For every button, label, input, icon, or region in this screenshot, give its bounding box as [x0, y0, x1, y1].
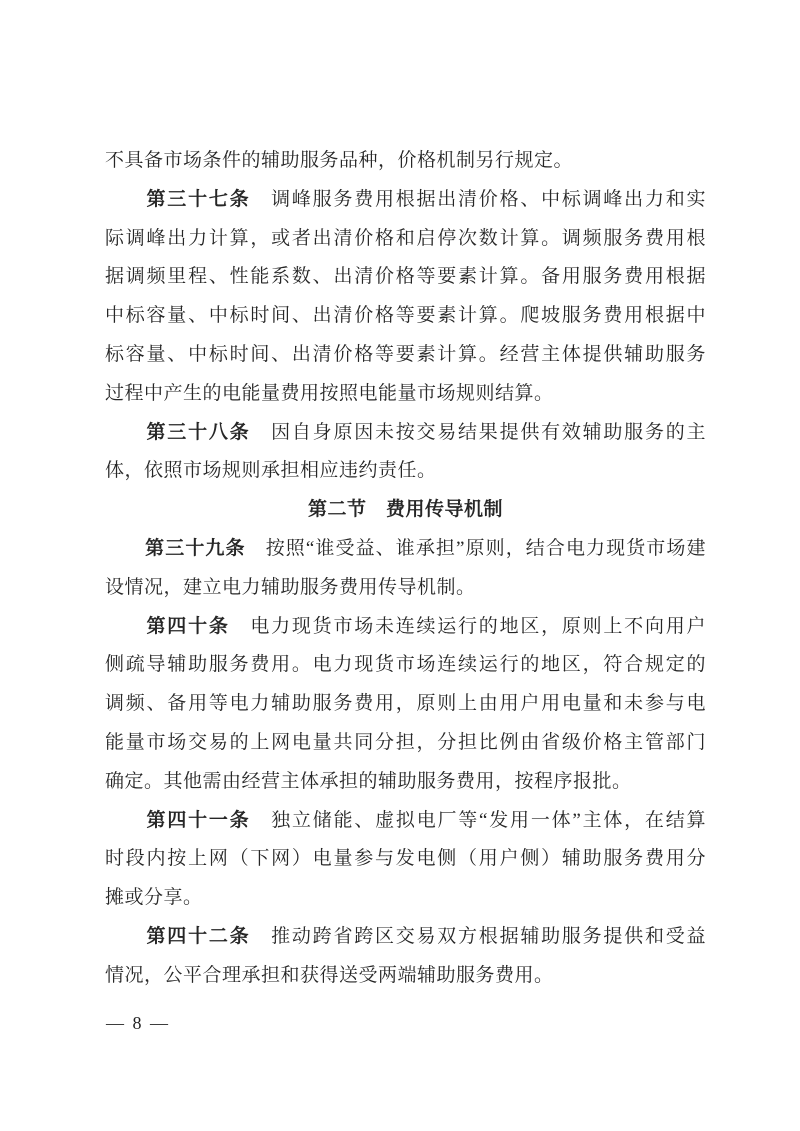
- document-body: [105, 142, 706, 996]
- text-line: [105, 802, 706, 841]
- text-segment: 独立储能、虚拟电厂等“发用一体”主体，在结算: [250, 809, 706, 831]
- text-line: [105, 452, 706, 491]
- article-number: 第三十七条: [105, 188, 251, 210]
- page-footer: [106, 1008, 170, 1038]
- text-line: [105, 297, 706, 336]
- text-segment: 能量市场交易的上网电量共同分担，分担比例由省级价格主管部门: [105, 731, 706, 753]
- article-number: 第三十九条: [105, 537, 246, 559]
- text-segment: 第二节 费用传导机制: [307, 499, 503, 521]
- text-segment: 据调频里程、性能系数、出清价格等要素计算。备用服务费用根据: [105, 266, 706, 288]
- article-number: 第四十一条: [105, 809, 251, 831]
- text-line: [105, 375, 706, 414]
- text-line: [105, 879, 706, 918]
- text-segment: 电力现货市场未连续运行的地区，原则上不向用户: [229, 615, 706, 637]
- text-segment: 体，依照市场规则承担相应违约责任。: [105, 460, 437, 482]
- text-segment: 调频、备用等电力辅助服务费用，原则上由用户用电量和未参与电: [105, 693, 706, 715]
- text-segment: 际调峰出力计算，或者出清价格和启停次数计算。调频服务费用根: [105, 227, 706, 249]
- text-segment: 过程中产生的电能量费用按照电能量市场规则结算。: [105, 382, 554, 404]
- text-segment: 摊或分享。: [105, 887, 203, 909]
- text-line: [105, 336, 706, 375]
- text-line: [105, 840, 706, 879]
- text-segment: 调峰服务费用根据出清价格、中标调峰出力和实: [250, 188, 706, 210]
- section-heading: [105, 491, 706, 530]
- text-segment: 设情况，建立电力辅助服务费用传导机制。: [105, 576, 476, 598]
- text-line: [105, 181, 706, 220]
- text-segment: 情况，公平合理承担和获得送受两端辅助服务费用。: [105, 964, 554, 986]
- text-line: [105, 569, 706, 608]
- article-number: 第四十二条: [105, 925, 251, 947]
- text-line: [105, 608, 706, 647]
- text-line: [105, 220, 706, 259]
- text-line: [105, 530, 706, 569]
- text-segment: 按照“谁受益、谁承担”原则，结合电力现货市场建: [245, 537, 706, 559]
- text-line: [105, 763, 706, 802]
- text-segment: 推动跨省跨区交易双方根据辅助服务提供和受益: [250, 925, 706, 947]
- text-line: [105, 685, 706, 724]
- article-number: 第三十八条: [105, 421, 251, 443]
- text-line: [105, 918, 706, 957]
- text-segment: 侧疏导辅助服务费用。电力现货市场连续运行的地区，符合规定的: [105, 654, 706, 676]
- text-line: [105, 142, 706, 181]
- text-segment: 时段内按上网（下网）电量参与发电侧（用户侧）辅助服务费用分: [105, 848, 706, 870]
- text-line: [105, 414, 706, 453]
- text-line: [105, 724, 706, 763]
- text-segment: 不具备市场条件的辅助服务品种，价格机制另行规定。: [105, 150, 574, 171]
- page-number: — 8 —: [106, 1013, 170, 1033]
- article-number: 第四十条: [105, 615, 230, 637]
- text-segment: 因自身原因未按交易结果提供有效辅助服务的主: [250, 421, 706, 443]
- text-segment: 中标容量、中标时间、出清价格等要素计算。爬坡服务费用根据中: [105, 305, 706, 327]
- text-line: [105, 646, 706, 685]
- text-segment: 确定。其他需由经营主体承担的辅助服务费用，按程序报批。: [105, 770, 632, 792]
- text-line: [105, 258, 706, 297]
- text-segment: 标容量、中标时间、出清价格等要素计算。经营主体提供辅助服务: [105, 343, 706, 365]
- text-line: [105, 957, 706, 996]
